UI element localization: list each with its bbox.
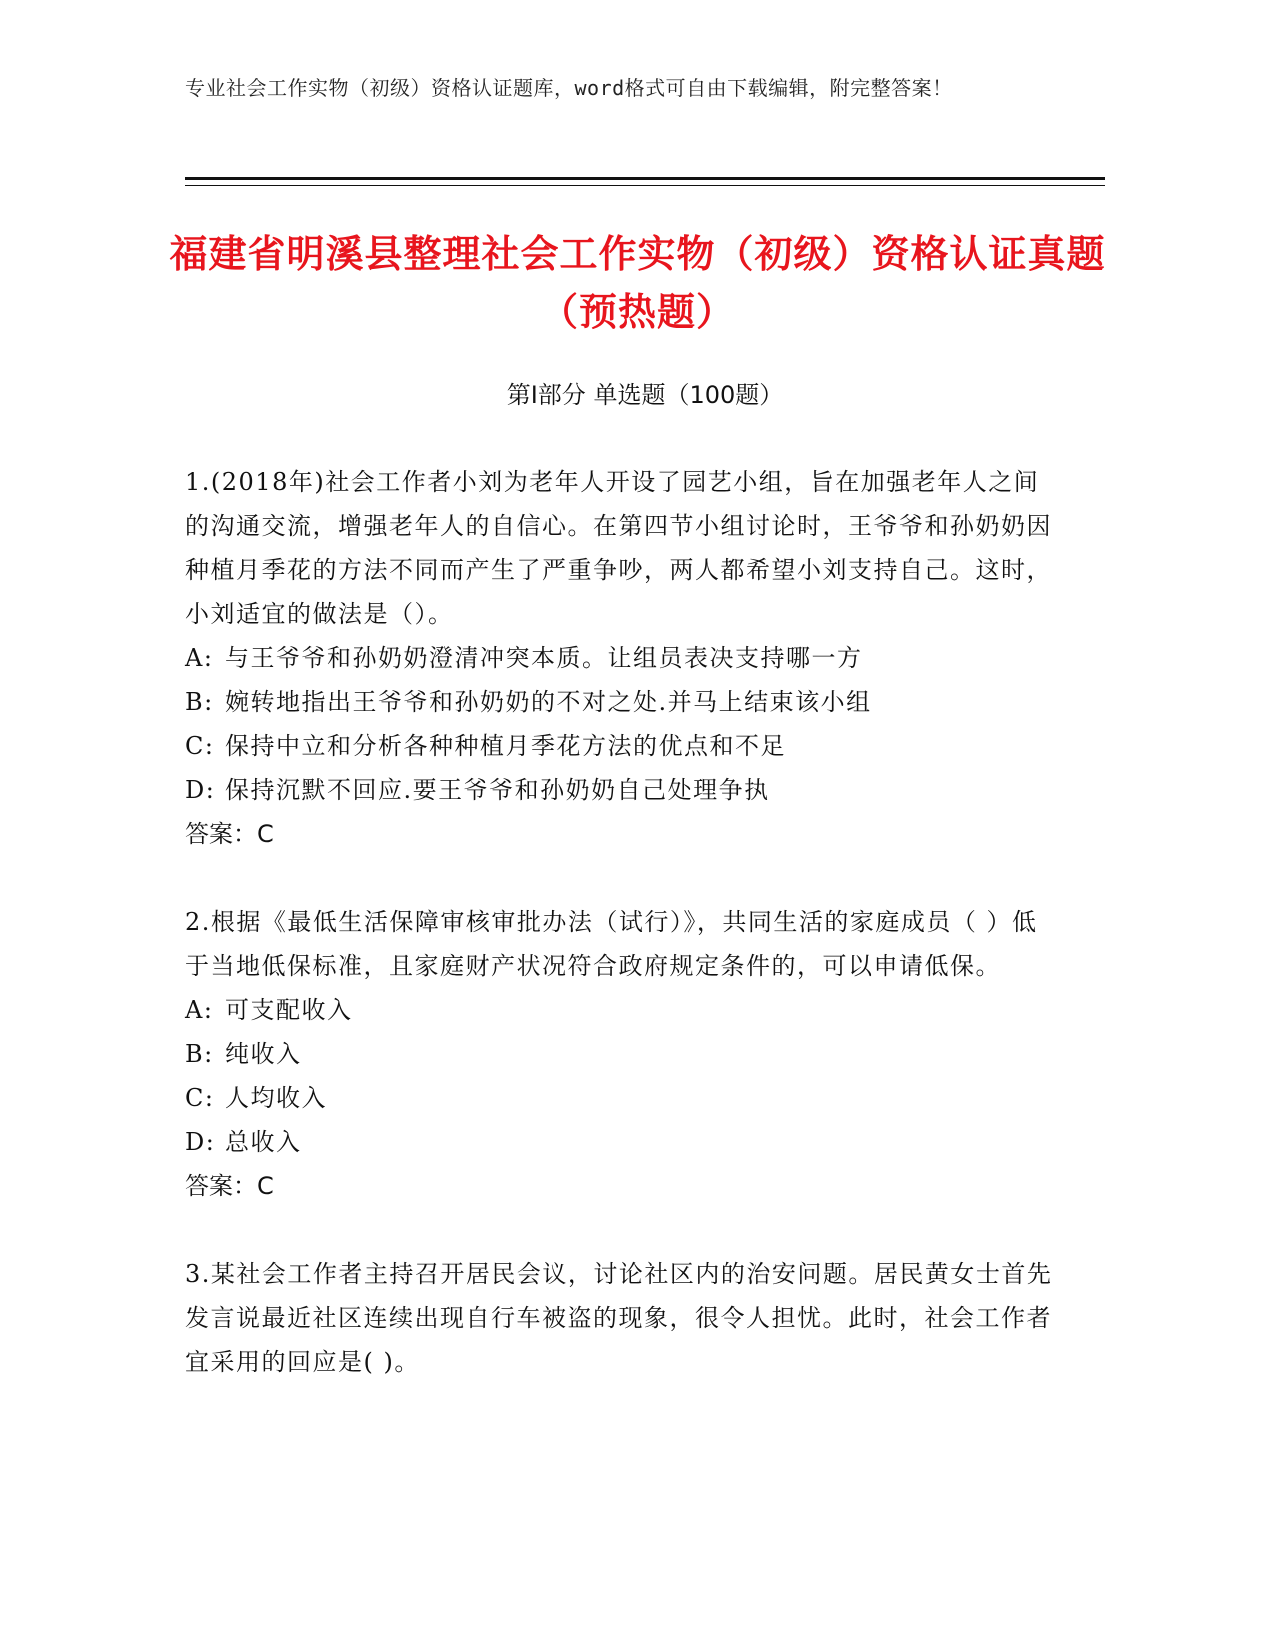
option-key: C: xyxy=(185,732,215,760)
option-a xyxy=(185,636,1060,680)
option-text: 可支配收入 xyxy=(225,996,353,1024)
option-key: D: xyxy=(185,776,216,804)
header-divider-thin xyxy=(185,185,1105,186)
question-stem: 2.根据《最低生活保障审核审批办法（试行）》，共同生活的家庭成员（ ）低于当地低保标准，且家庭财产状况符合政府规定条件的，可以申请低保。 xyxy=(185,908,1038,980)
header-divider-thick xyxy=(185,177,1105,180)
option-text: 与王爷爷和孙奶奶澄清冲突本质。让组员表决支持哪一方 xyxy=(225,644,863,672)
option-text: 人均收入 xyxy=(225,1084,327,1112)
option-text: 总收入 xyxy=(225,1128,302,1156)
option-a xyxy=(185,988,1060,1032)
option-b xyxy=(185,680,1060,724)
question-stem: 3.某社会工作者主持召开居民会议，讨论社区内的治安问题。居民黄女士首先发言说最近社区连续出现自行车被盗的现象，很令人担忧。此时，社会工作者宜采用的回应是( )。 xyxy=(185,1260,1053,1376)
question-3 xyxy=(185,1252,1060,1384)
question-2 xyxy=(185,900,1060,1208)
answer-line: 答案：C xyxy=(185,820,274,848)
question-stem: 1.(2018年)社会工作者小刘为老年人开设了园艺小组，旨在加强老年人之间的沟通交流，增强老年人的自信心。在第四节小组讨论时，王爷爷和孙奶奶因种植月季花的方法不同而产生了严重争吵，两人都希望小刘支持自己。这时，小刘适宜的做法是（）。 xyxy=(185,468,1052,628)
question-1 xyxy=(185,460,1060,856)
document-title: 福建省明溪县整理社会工作实物（初级）资格认证真题（预热题） xyxy=(169,232,1106,334)
question-list xyxy=(185,460,1060,1428)
option-key: A: xyxy=(185,996,214,1024)
option-text: 保持中立和分析各种种植月季花方法的优点和不足 xyxy=(225,732,786,760)
option-key: B: xyxy=(185,1040,214,1068)
option-text: 婉转地指出王爷爷和孙奶奶的不对之处.并马上结束该小组 xyxy=(225,688,872,716)
option-c xyxy=(185,724,1060,768)
option-d xyxy=(185,1120,1060,1164)
option-key: C: xyxy=(185,1084,215,1112)
option-key: B: xyxy=(185,688,214,716)
option-c xyxy=(185,1076,1060,1120)
answer-line: 答案：C xyxy=(185,1172,274,1200)
option-text: 保持沉默不回应.要王爷爷和孙奶奶自己处理争执 xyxy=(225,776,770,804)
header-note: 专业社会工作实物（初级）资格认证题库，word格式可自由下载编辑，附完整答案！ xyxy=(185,76,953,100)
option-key: D: xyxy=(185,1128,216,1156)
option-d xyxy=(185,768,1060,812)
section-title: 第Ⅰ部分 单选题（100题） xyxy=(506,381,784,409)
option-b xyxy=(185,1032,1060,1076)
option-text: 纯收入 xyxy=(225,1040,302,1068)
option-key: A: xyxy=(185,644,214,672)
